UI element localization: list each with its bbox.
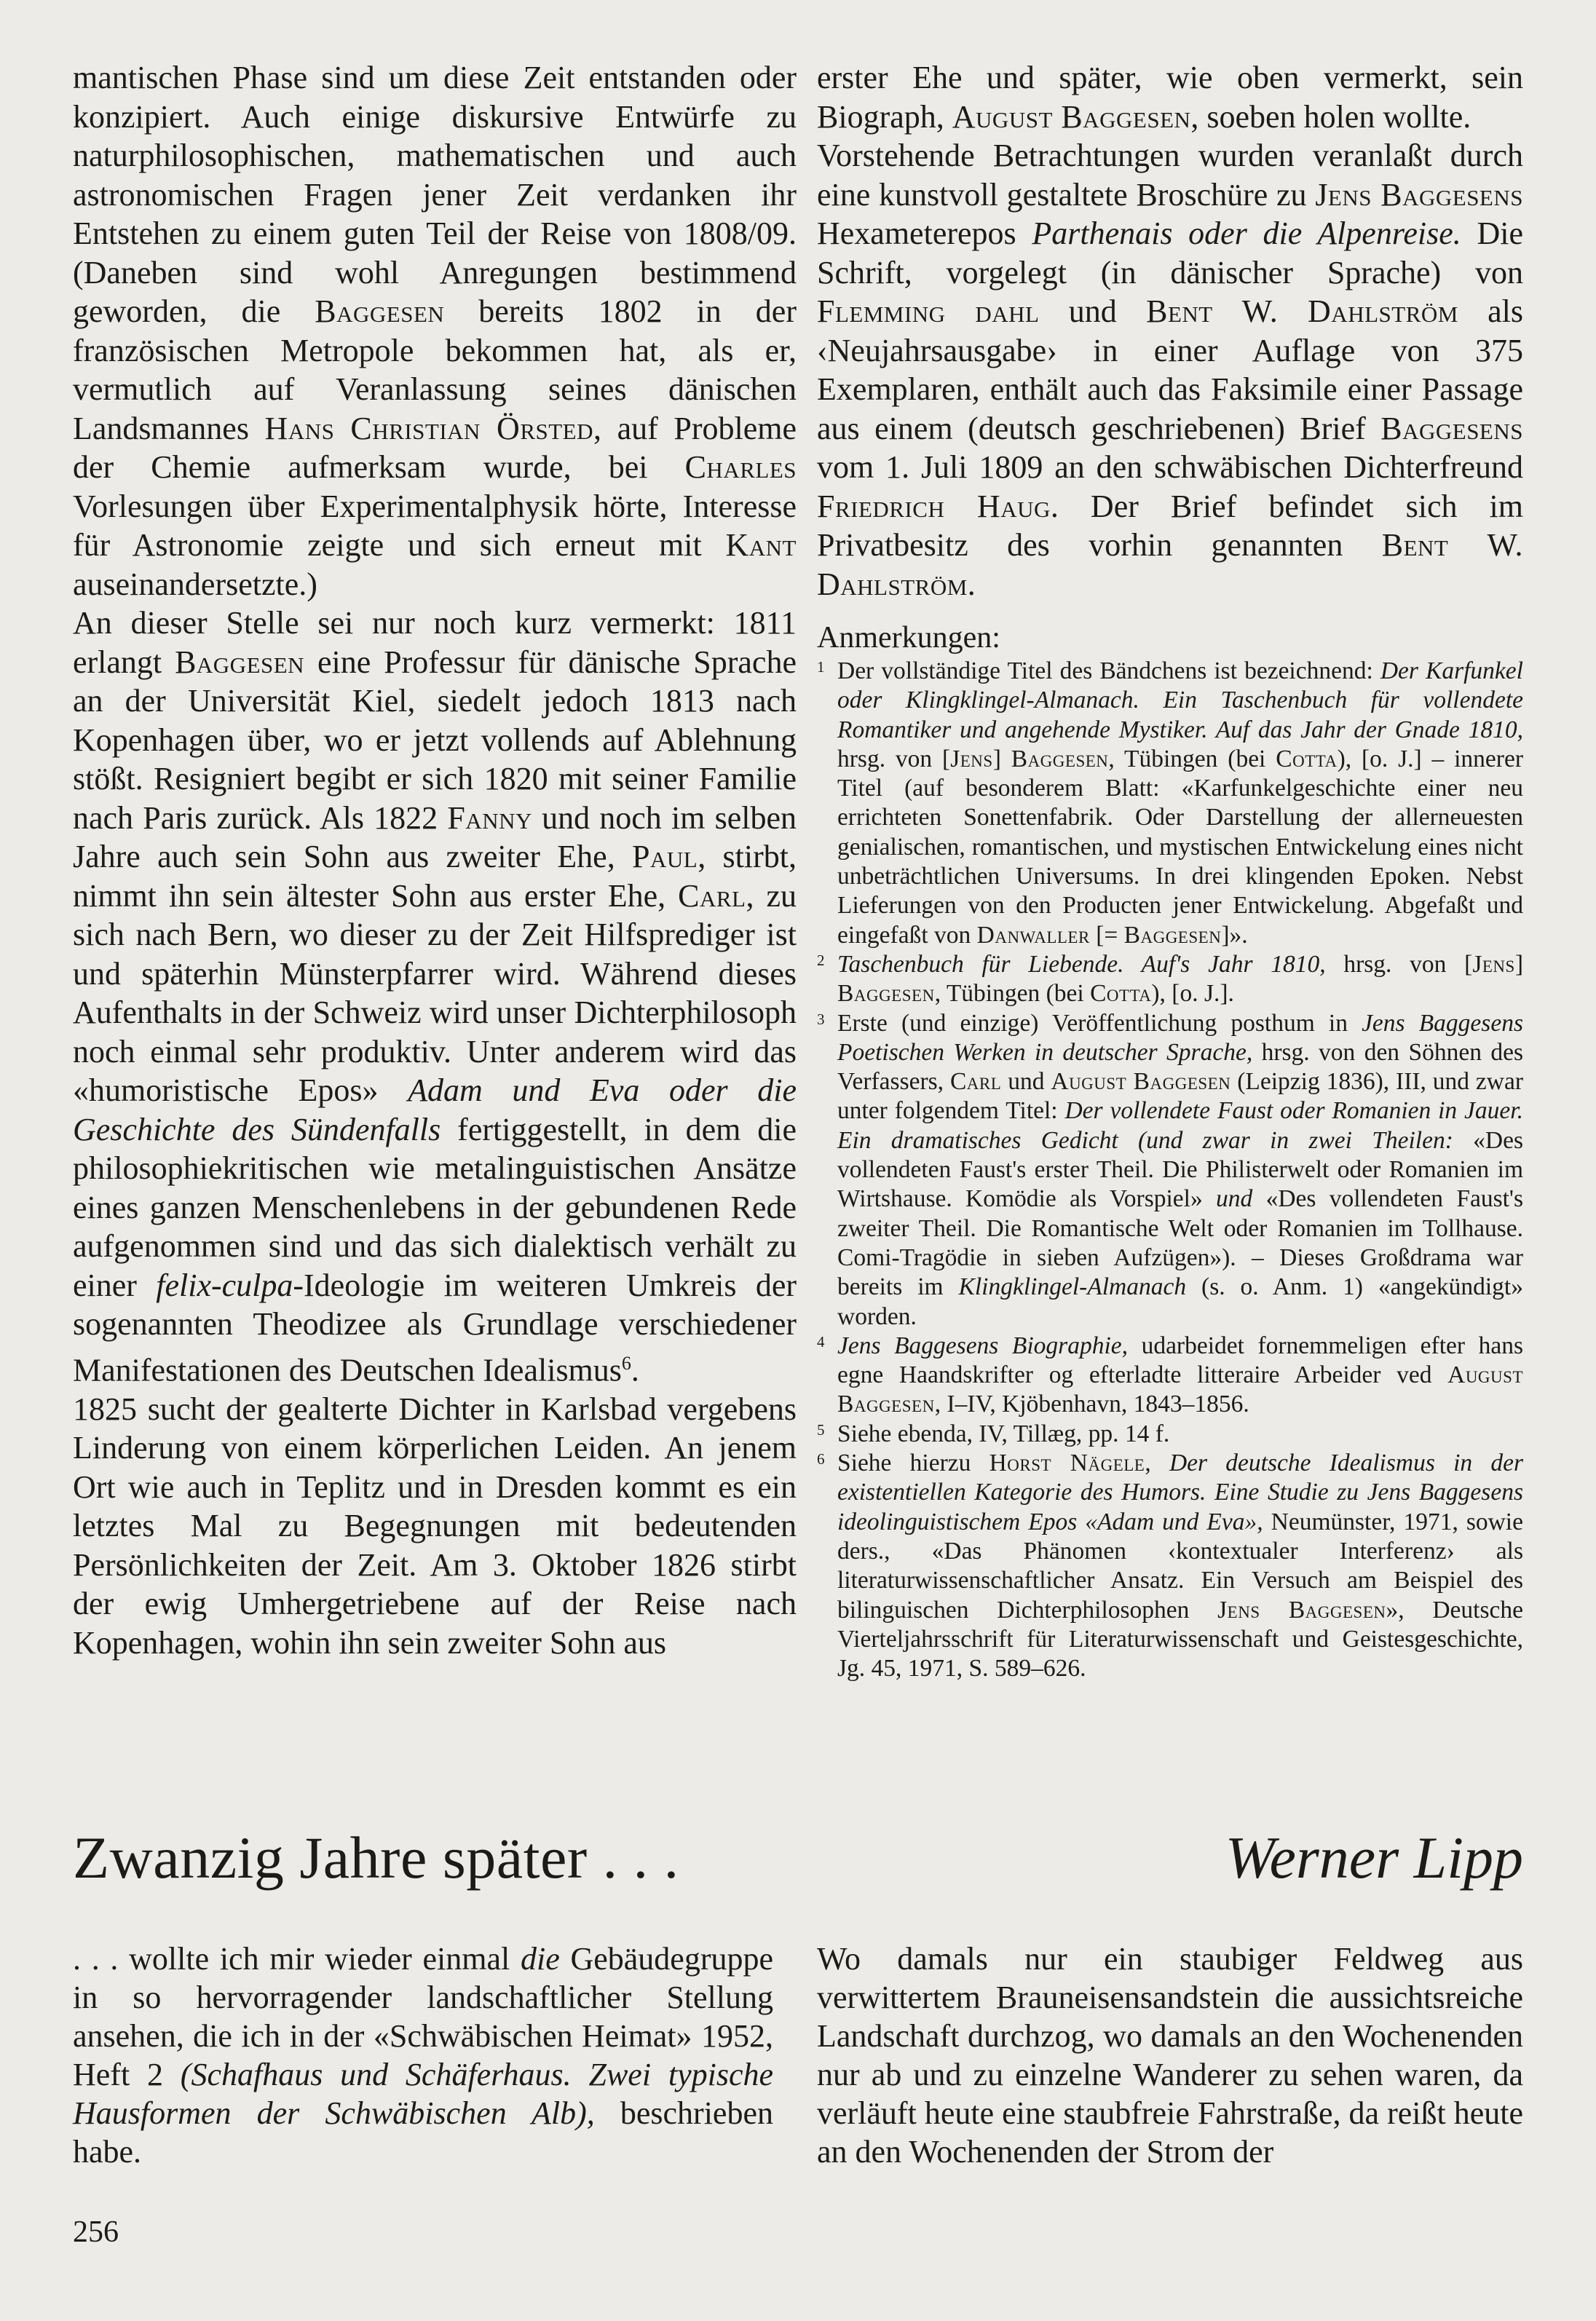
body-paragraph: Vorstehende Betrachtungen wurden veranlaßt durch eine kunstvoll gestaltete Broschüre zu Jens Baggesens Hexameterepos Parthenais oder die Alpenreise. Die Schrift, vorgelegt (in dänischer Sprache) von Flemming dahl und Bent W. Dahlström als ‹Neujahrsausgabe› in einer Auflage von 375 Exemplaren, enthält auch das Faksimile einer Passage aus einem (deutsch geschriebenen) Brief Baggesens vom 1. Juli 1809 an den schwäbischen Dichterfreund Friedrich Haug. Der Brief befindet sich im Privatbesitz des vorhin genannten Bent W. Dahlström. (817, 138, 1524, 602)
footnote: 1 Der vollständige Titel des Bändchens ist bezeichnend: Der Karfunkel oder Klingklingel-Almanach. Ein Taschenbuch für vollendete Romantiker und angehende Mystiker. Auf das Jahr der Gnade 1810, hrsg. von [Jens] Baggesen, Tübingen (bei Cotta), [o. J.] – innerer Titel (auf besonderem Blatt: «Karfunkelgeschichte einer neu errichteten Sonettenfabrik. Oder Darstellung der allerneuesten genialischen, romantischen, und mystischen Entwickelung eines nicht unbeträchtlichen Universums. In drei klingenden Epoken. Nebst Lieferungen von den Producten jener Entwickelung. Abgefaßt und eingefaßt von Danwaller [= Baggesen]». (817, 657, 1523, 950)
footnote: 6 Siehe hierzu Horst Nägele, Der deutsche Idealismus in der existentiellen Kategorie des Humors. Eine Studie zu Jens Baggesens ideolinguistischem Epos «Adam und Eva», Neumünster, 1971, sowie ders., «Das Phänomen ‹kontextualer Interferenz› als literaturwissenschaftlicher Ansatz. Ein Versuch am Beispiel des bilinguischen Dichterphilosophen Jens Baggesen», Deutsche Vierteljahrsschrift für Literaturwissenschaft und Geistesgeschichte, Jg. 45, 1971, S. 589–626. (817, 1449, 1523, 1683)
body-paragraph: An dieser Stelle sei nur noch kurz vermerkt: 1811 erlangt Baggesen eine Professur für dänische Sprache an der Universität Kiel, siedelt jedoch 1813 nach Kopenhagen über, wo er jetzt vollends auf Ablehnung stößt. Resigniert begibt er sich 1820 mit seiner Familie nach Paris zurück. Als 1822 Fanny und noch im selben Jahre auch sein Sohn aus zweiter Ehe, Paul, stirbt, nimmt ihn sein ältester Sohn aus erster Ehe, Carl, zu sich nach Bern, wo dieser zu der Zeit Hilfsprediger ist und späterhin Münsterpfarrer wird. Während dieses Aufenthalts in der Schweiz wird unser Dichterphilosoph noch einmal sehr produktiv. Unter anderem wird das «humoristische Epos» Adam und Eva oder die Geschichte des Sündenfalls fertiggestellt, in dem die philosophiekritischen wie metalinguistischen Ansätze eines ganzen Menschenlebens in der gebundenen Rede aufgenommen sind und das sich dialektisch verhält zu einer felix-culpa-Ideologie im weiteren Umkreis der sogenannten Theodizee als Grundlage verschiedener Manifestationen des Deutschen Idealismus$^6$. (73, 605, 797, 1388)
right-column (817, 58, 1523, 604)
footnote-number: 6 (817, 1450, 825, 1468)
body-paragraph: . . . wollte ich mir wieder einmal die Gebäudegruppe in so hervorragender landschaftlicher Stellung ansehen, die ich in der «Schwäbischen Heimat» 1952, Heft 2 (Schafhaus und Schäferhaus. Zwei typische Hausformen der Schwäbischen Alb), beschrieben habe. (73, 1941, 774, 2170)
left-column (73, 58, 797, 1662)
footnote: 3 Erste (und einzige) Veröffentlichung posthum in Jens Baggesens Poetischen Werken in deutscher Sprache, hrsg. von den Söhnen des Verfassers, Carl und August Baggesen (Leipzig 1836), III, und zwar unter folgendem Titel: Der vollendete Faust oder Romanien in Jauer. Ein dramatisches Gedicht (und zwar in zwei Theilen: «Des vollendeten Faust's erster Theil. Die Philisterwelt oder Romanien im Wirtshause. Komödie als Vorspiel» und «Des vollendeten Faust's zweiter Theil. Die Romantische Welt oder Romanien im Tollhause. Comi-Tragödie in sieben Aufzügen»). – Dieses Großdrama war bereits im Klingklingel-Almanach (s. o. Anm. 1) «angekündigt» worden. (817, 1009, 1523, 1332)
body-paragraph: Wo damals nur ein staubiger Feldweg aus verwittertem Brauneisensandstein die aussichtsreiche Landschaft durchzog, wo damals an den Wochenenden nur ab und zu einzelne Wanderer zu sehen waren, da verläuft heute eine staubfreie Fahrstraße, da reißt heute an den Wochenenden der Strom der (817, 1941, 1523, 2170)
article-right-column (817, 1940, 1523, 2171)
article-author: Werner Lipp (1225, 1824, 1523, 1891)
footnote: 2 Taschenbuch für Liebende. Auf's Jahr 1810, hrsg. von [Jens] Baggesen, Tübingen (bei Cotta), [o. J.]. (817, 950, 1523, 1009)
footnote-number: 2 (817, 951, 825, 969)
footnote: 5 Siehe ebenda, IV, Tillæg, pp. 14 f. (817, 1420, 1523, 1449)
page-number: 256 (73, 2215, 119, 2249)
article-title: Zwanzig Jahre später . . . (73, 1824, 679, 1891)
body-paragraph: erster Ehe und später, wie oben vermerkt, sein Biograph, August Baggesen, soeben holen wollte. (817, 60, 1523, 135)
body-paragraph: 1825 sucht der gealterte Dichter in Karlsbad vergebens Linderung von einem körperlichen Leiden. An jenem Ort wie auch in Teplitz und in Dresden kommt es ein letztes Mal zu Begegnungen mit bedeutenden Persönlichkeiten der Zeit. Am 3. Oktober 1826 stirbt der ewig Umhergetriebene auf der Reise nach Kopenhagen, wohin ihn sein zweiter Sohn aus (73, 1391, 797, 1661)
footnote-number: 1 (817, 658, 825, 676)
footnote-ref: 6 (621, 1352, 631, 1374)
footnote-number: 3 (817, 1010, 825, 1028)
footnotes (817, 657, 1523, 1683)
footnote: 4 Jens Baggesens Biographie, udarbeidet fornemmeligen efter hans egne Haandskrifter og efterladte litteraire Arbeider ved August Baggesen, I–IV, Kjöbenhavn, 1843–1856. (817, 1332, 1523, 1420)
footnote-number: 5 (817, 1420, 825, 1439)
notes-heading: Anmerkungen: (817, 621, 1000, 655)
footnote-number: 4 (817, 1332, 825, 1351)
article-left-column (73, 1940, 773, 2171)
body-paragraph: mantischen Phase sind um diese Zeit entstanden oder konzipiert. Auch einige diskursive Entwürfe zu naturphilosophischen, mathematischen und auch astronomischen Fragen jener Zeit verdanken ihr Entstehen zu einem guten Teil der Reise von 1808/09. (Daneben sind wohl Anregungen bestimmend geworden, die Baggesen bereits 1802 in der französischen Metropole bekommen hat, als er, vermutlich auf Veranlassung seines dänischen Landsmannes Hans Christian Örsted, auf Probleme der Chemie aufmerksam wurde, bei Charles Vorlesungen über Experimentalphysik hörte, Interesse für Astronomie zeigte und sich erneut mit Kant auseinandersetzte.) (73, 60, 797, 602)
